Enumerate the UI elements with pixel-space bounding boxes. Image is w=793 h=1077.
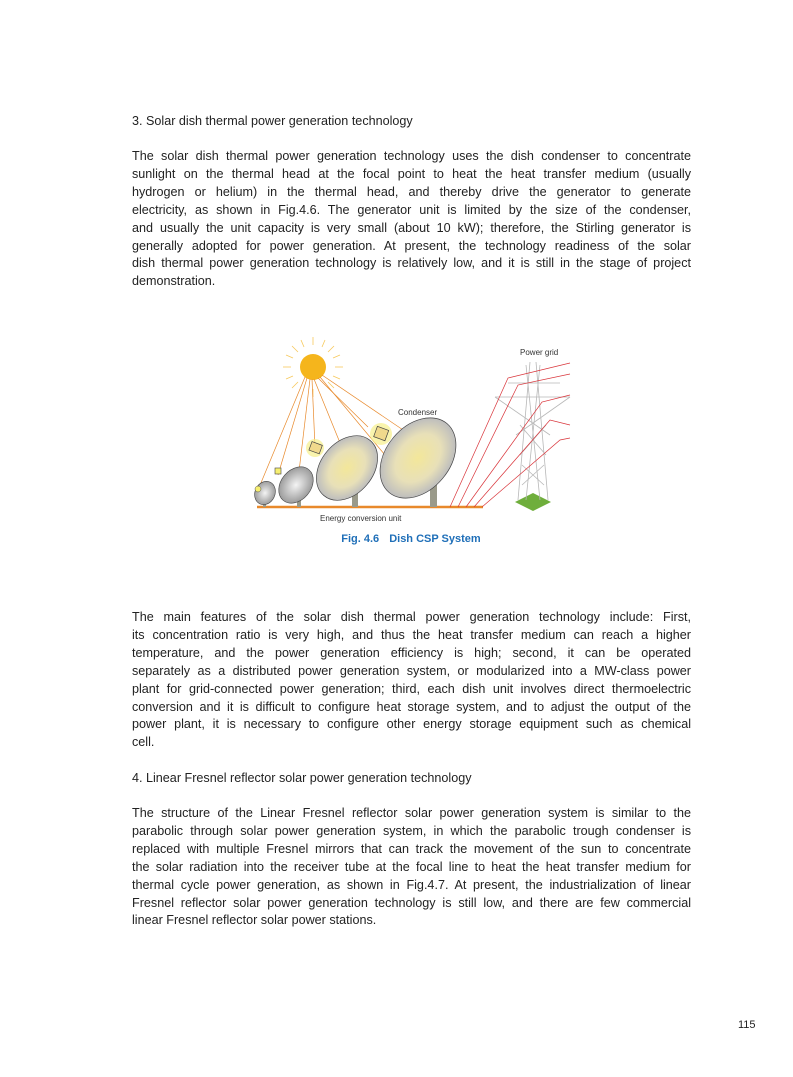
- text-line: The structure of the Linear Fresnel reflector solar power generation system is similar to the: [132, 806, 691, 820]
- sun-icon: [283, 337, 343, 397]
- text-line: separately as a distributed power generation system, or modularized into a MW-class power: [132, 663, 691, 678]
- text-line: conversion and it is difficult to configure heat storage system, and to adjust the output of the: [132, 699, 691, 714]
- text-line: cell.: [132, 735, 155, 750]
- text-line: linear Fresnel reflector solar power stations.: [132, 913, 377, 928]
- label-condenser: Condenser: [398, 408, 438, 417]
- tower-base: [515, 493, 551, 511]
- label-power-grid: Power grid: [520, 348, 559, 357]
- dish-csp-figure: [250, 335, 580, 530]
- text-line: sunlight on the thermal head at the focal point to heat the heat transfer medium (usually: [132, 166, 691, 181]
- page-number: 115: [738, 1019, 756, 1031]
- text-line: The main features of the solar dish thermal power generation technology include: First,: [132, 610, 691, 624]
- dish-4: [365, 403, 472, 513]
- text-line: demonstration.: [132, 274, 216, 289]
- section-4-paragraph-1: [132, 805, 691, 930]
- text-line: temperature, and the power generation efficiency is high; second, it can be operated: [132, 645, 691, 660]
- text-line: power plant, it is necessary to configure other energy storage equipment such as chemical: [132, 717, 691, 732]
- text-line: replaced with multiple Fresnel mirrors that can track the movement of the sun to concentrate: [132, 841, 691, 856]
- text-line: thermal cycle power generation, as shown in Fig.4.7. At present, the industrialization of linear: [132, 877, 691, 892]
- dish-2: [272, 460, 321, 510]
- text-line: the solar radiation into the receiver tube at the focal line to heat the heat transfer medium for: [132, 859, 691, 874]
- text-line: The solar dish thermal power generation technology uses the dish condenser to concentrate: [132, 149, 691, 163]
- grid-lines: [450, 363, 570, 507]
- section-3-paragraph-2: [132, 609, 691, 752]
- caption-number: Fig. 4.6: [341, 533, 380, 545]
- text-line: parabolic through solar power generation system, in which the parabolic trough condenser is: [132, 823, 691, 838]
- text-line: and usually the unit capacity is very small (about 10 kW); therefore, the Stirling generator is: [132, 220, 691, 235]
- figure-caption: [250, 533, 572, 545]
- dish-1: [251, 478, 279, 508]
- text-line: Fresnel reflector solar power generation technology is still low, and there are few commercial: [132, 895, 691, 910]
- section-3-heading: 3. Solar dish thermal power generation technology: [132, 114, 413, 128]
- text-line: plant for grid-connected power generation; third, each dish unit involves direct thermoelectric: [132, 681, 691, 696]
- power-tower: [495, 362, 570, 511]
- text-line: electricity, as shown in Fig.4.6. The generator unit is limited by the size of the condenser,: [132, 202, 691, 217]
- label-energy-conversion-unit: Energy conversion unit: [320, 514, 402, 523]
- text-line: generally adopted for power generation. At present, the technology readiness of the solar: [132, 238, 691, 253]
- text-line: its concentration ratio is very high, and thus the heat transfer medium can reach a higher: [132, 627, 691, 642]
- caption-title: Dish CSP System: [389, 533, 481, 545]
- section-4-heading: 4. Linear Fresnel reflector solar power generation technology: [132, 771, 472, 785]
- text-line: hydrogen or helium) in the thermal head, and thereby drive the generator to generate: [132, 184, 691, 199]
- text-line: dish thermal power generation technology is relatively low, and it is still in the stage of project: [132, 256, 691, 271]
- section-3-paragraph-1: [132, 148, 691, 291]
